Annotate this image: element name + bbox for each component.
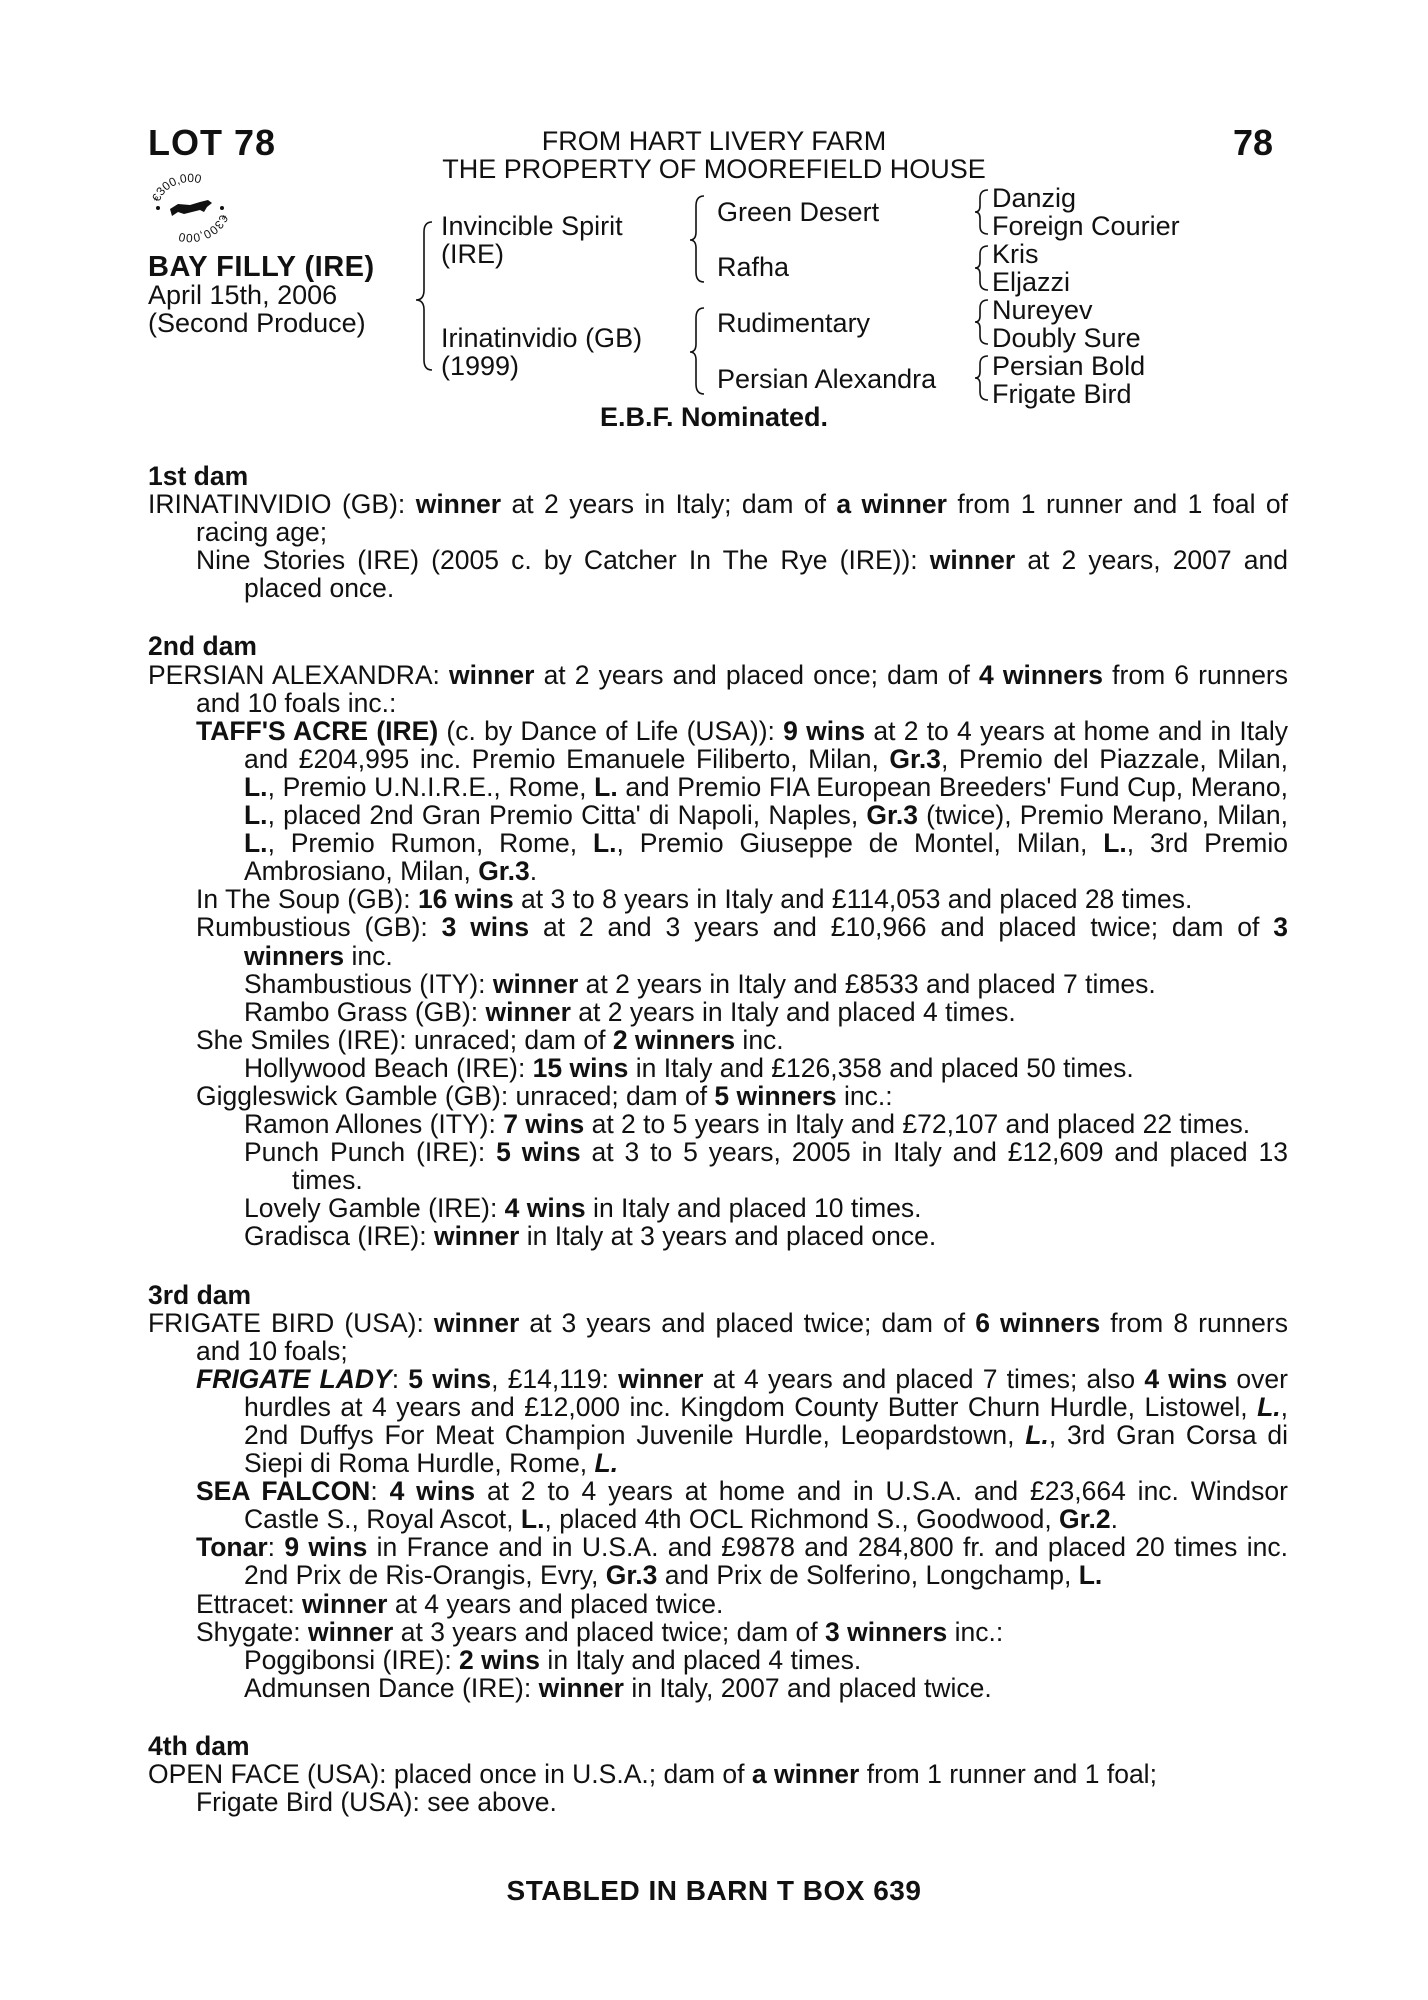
pedigree-braces: [0, 0, 1428, 420]
produce-entry: [148, 1194, 1288, 1222]
record-text: at 2 years and placed once; dam of: [534, 659, 980, 690]
record-text: , 3rd Gran Corsa di Siepi di Roma Hurdle, Rome,: [244, 1420, 1289, 1479]
emphasis-text: a winner: [836, 489, 947, 520]
record-text: at 2 years in Italy and placed 4 times.: [570, 996, 1016, 1027]
emphasis-text: 4 winners: [979, 659, 1104, 690]
record-text: at 2 years, 2007 and placed once.: [244, 545, 1288, 604]
produce-entry: [148, 885, 1288, 913]
seal-text-bottom: €300,000: [177, 212, 232, 246]
dam-heading: 2nd dam: [148, 631, 257, 662]
record-text: In The Soup (GB):: [196, 884, 418, 915]
produce-entry: [148, 1082, 1288, 1110]
record-text: in Italy at 3 years and placed once.: [519, 1221, 937, 1252]
emphasis-text: 9 wins: [783, 715, 866, 746]
dam-entry: [148, 1309, 1288, 1365]
produce-entry: [148, 1026, 1288, 1054]
ggs-2: Kris: [992, 239, 1039, 269]
emphasis-text: L.: [1078, 1560, 1103, 1591]
record-text: in Italy and placed 10 times.: [585, 1193, 922, 1224]
record-text: at 3 to 5 years, 2005 in Italy and £12,609 and placed 13 times.: [292, 1137, 1288, 1196]
emphasis-text: L.: [520, 1504, 545, 1535]
record-text: Frigate Bird (USA): see above.: [196, 1787, 557, 1818]
ggs-4: Persian Bold: [992, 351, 1146, 381]
record-text: from 1 runner and 1 foal;: [859, 1759, 1157, 1790]
dam-entry: [148, 1760, 1288, 1788]
lot-label: LOT 78: [148, 122, 277, 163]
record-text: at 2 to 5 years in Italy and £72,107 and placed 22 times.: [584, 1109, 1251, 1140]
record-text: , 3rd Premio Ambrosiano, Milan,: [244, 828, 1289, 887]
emphasis-text: Tonar: [196, 1532, 268, 1563]
record-text: :: [267, 1532, 285, 1563]
emphasis-text: L.: [1025, 1420, 1049, 1450]
granddam-maternal: Persian Alexandra: [717, 364, 937, 394]
emphasis-text: winner: [618, 1363, 704, 1394]
emphasis-text: TAFF'S ACRE (IRE): [196, 715, 439, 746]
emphasis-text: L.: [1103, 828, 1127, 859]
record-text: from 8 runners and 10 foals;: [196, 1307, 1288, 1366]
record-text: Giggleswick Gamble (GB): unraced; dam of: [196, 1080, 715, 1111]
record-text: IRINATINVIDIO (GB):: [148, 489, 416, 520]
produce-entry: [148, 1222, 1288, 1250]
produce-entry: [148, 1054, 1288, 1082]
record-text: inc.:: [836, 1080, 893, 1111]
record-text: at 3 years and placed twice; dam of: [519, 1307, 976, 1338]
emphasis-text: L.: [594, 771, 618, 802]
record-text: at 3 years and placed twice; dam of: [393, 1616, 825, 1647]
emphasis-text: winner: [492, 968, 579, 999]
record-text: , £14,119:: [491, 1363, 619, 1394]
sire-origin: (IRE): [441, 239, 504, 269]
produce-entry: [148, 1674, 1288, 1702]
record-text: from 1 runner and 1 foal of racing age;: [196, 489, 1289, 548]
consignor-line-1: FROM HART LIVERY FARM: [541, 126, 887, 156]
record-text: , Premio Giuseppe de Montel, Milan,: [616, 828, 1104, 859]
emphasis-text: winner: [433, 1307, 520, 1338]
record-text: Shygate:: [196, 1616, 308, 1647]
record-text: in Italy, 2007 and placed twice.: [623, 1672, 992, 1703]
record-text: Nine Stories (IRE) (2005 c. by Catcher In The Rye (IRE)):: [196, 545, 930, 576]
record-text: at 2 and 3 years and £10,966 and placed twice; dam of: [529, 912, 1274, 943]
record-text: inc.:: [947, 1616, 1004, 1647]
emphasis-text: 7 wins: [503, 1109, 585, 1140]
record-text: over hurdles at 4 years and £12,000 inc. Kingdom County Butter Churn Hurdle, Listowel,: [244, 1363, 1288, 1422]
emphasis-text: L.: [244, 771, 268, 802]
emphasis-text: 2 wins: [459, 1644, 541, 1675]
record-text: at 4 years and placed twice.: [387, 1588, 724, 1619]
ebf-nomination: E.B.F. Nominated.: [599, 402, 829, 432]
produce-entry: [148, 1477, 1288, 1533]
record-text: :: [370, 1476, 390, 1507]
ggd-2: Eljazzi: [992, 267, 1071, 297]
emphasis-text: L.: [1257, 1391, 1281, 1422]
emphasis-text: L.: [244, 800, 268, 831]
dam-heading: 1st dam: [148, 461, 249, 491]
record-text: :: [391, 1363, 409, 1394]
produce-entry: [148, 1533, 1288, 1589]
record-text: in Italy and placed 4 times.: [540, 1644, 862, 1675]
produce-entry: [148, 970, 1288, 998]
produce-note: (Second Produce): [148, 308, 366, 338]
produce-entry: [148, 546, 1288, 602]
horse-description: BAY FILLY (IRE): [148, 251, 375, 283]
emphasis-text: Gr.3: [478, 856, 530, 887]
record-text: She Smiles (IRE): unraced; dam of: [196, 1024, 613, 1055]
emphasis-text: 16 wins: [417, 884, 514, 915]
lot-number: 78: [1233, 122, 1274, 163]
record-text: Gradisca (IRE):: [244, 1221, 434, 1252]
record-text: Ramon Allones (ITY):: [244, 1109, 504, 1140]
produce-entry: [148, 913, 1288, 969]
record-text: Poggibonsi (IRE):: [244, 1644, 460, 1675]
dam-heading: 4th dam: [148, 1730, 250, 1761]
emphasis-text: 4 wins: [389, 1476, 476, 1507]
record-text: .: [529, 856, 538, 887]
seal-text-top: €300,000: [148, 170, 203, 204]
record-text: Rumbustious (GB):: [196, 912, 442, 943]
emphasis-text: winner: [415, 489, 502, 520]
dam-year: (1999): [441, 351, 520, 381]
produce-entry: [148, 1110, 1288, 1138]
dam-entry: [148, 490, 1288, 546]
record-text: from 6 runners and 10 foals inc.:: [196, 659, 1289, 718]
emphasis-text: Gr.3: [605, 1560, 658, 1591]
sire-name: Invincible Spirit: [441, 211, 623, 241]
record-text: at 3 to 8 years in Italy and £114,053 and placed 28 times.: [513, 884, 1193, 915]
emphasis-text: winner: [538, 1672, 624, 1703]
ggd-3: Doubly Sure: [992, 323, 1141, 353]
record-text: , placed 4th OCL Richmond S., Goodwood,: [544, 1504, 1060, 1535]
dam-heading: 3rd dam: [148, 1279, 252, 1310]
emphasis-text: 4 wins: [504, 1193, 586, 1224]
ggs-1: Danzig: [992, 183, 1077, 213]
record-text: , Premio U.N.I.R.E., Rome,: [267, 771, 595, 802]
emphasis-text: 15 wins: [532, 1052, 629, 1083]
record-text: at 2 years in Italy; dam of: [501, 489, 837, 520]
emphasis-text: 3 winners: [824, 1616, 948, 1647]
produce-entry: [148, 1138, 1288, 1194]
record-text: at 2 years in Italy and £8533 and placed 7 times.: [578, 968, 1156, 999]
granddam-paternal: Rafha: [717, 252, 790, 282]
record-text: Rambo Grass (GB):: [244, 996, 486, 1027]
emphasis-text: Gr.2: [1059, 1504, 1111, 1535]
emphasis-text: winner: [433, 1221, 520, 1252]
record-text: Punch Punch (IRE):: [244, 1137, 497, 1168]
produce-entry: [148, 717, 1288, 886]
stabling-info: STABLED IN BARN T BOX 639: [506, 1875, 922, 1906]
record-text: inc.: [344, 940, 393, 971]
emphasis-text: L.: [244, 828, 268, 859]
record-text: at 2 to 4 years at home and in Italy and £204,995 inc. Premio Emanuele Filiberto, Milan,: [244, 715, 1288, 774]
emphasis-text: 3 winners: [244, 912, 1288, 971]
foaling-date: April 15th, 2006: [148, 280, 338, 310]
produce-entry: [148, 1365, 1288, 1477]
record-text: in France and in U.S.A. and £9878 and 284,800 fr. and placed 20 times inc. 2nd Prix de Ris-Orangis, Evry,: [244, 1532, 1288, 1591]
emphasis-text: winner: [485, 996, 571, 1027]
produce-record: [148, 462, 1288, 1816]
emphasis-text: L.: [592, 828, 617, 859]
record-text: Admunsen Dance (IRE):: [244, 1672, 539, 1703]
grandsire-maternal: Rudimentary: [717, 308, 871, 338]
emphasis-text: L.: [594, 1448, 619, 1479]
emphasis-text: SEA FALCON: [196, 1476, 371, 1507]
record-text: Lovely Gamble (IRE):: [244, 1193, 505, 1224]
emphasis-text: Gr.3: [889, 743, 941, 774]
emphasis-text: FRIGATE LADY: [196, 1363, 392, 1394]
record-text: (c. by Dance of Life (USA)):: [438, 715, 784, 746]
record-text: Hollywood Beach (IRE):: [244, 1052, 533, 1083]
produce-entry: [148, 998, 1288, 1026]
consignor-line-2: THE PROPERTY OF MOOREFIELD HOUSE: [442, 154, 986, 184]
emphasis-text: winner: [929, 545, 1016, 576]
record-text: at 2 to 4 years at home and in U.S.A. and £23,664 inc. Windsor Castle S., Royal Ascot,: [244, 1476, 1288, 1535]
emphasis-text: a winner: [751, 1759, 860, 1790]
grandsire-paternal: Green Desert: [717, 197, 880, 227]
record-text: , Premio Rumon, Rome,: [267, 828, 593, 859]
record-text: and Prix de Solferino, Longchamp,: [657, 1560, 1079, 1591]
record-text: PERSIAN ALEXANDRA:: [148, 659, 450, 690]
dam-entry: [148, 661, 1288, 717]
record-text: inc.: [735, 1024, 784, 1055]
record-text: at 4 years and placed 7 times; also: [703, 1363, 1145, 1394]
ggd-4: Frigate Bird: [992, 379, 1132, 409]
emphasis-text: winner: [302, 1588, 388, 1619]
emphasis-text: 6 winners: [975, 1307, 1101, 1338]
produce-entry: [148, 1646, 1288, 1674]
emphasis-text: winner: [449, 659, 535, 690]
emphasis-text: 2 winners: [612, 1024, 736, 1055]
emphasis-text: 5 winners: [714, 1080, 837, 1111]
record-text: (twice), Premio Merano, Milan,: [917, 800, 1288, 831]
dam-name: Irinatinvidio (GB): [441, 323, 643, 353]
produce-entry: [148, 1788, 1288, 1816]
record-text: and Premio FIA European Breeders' Fund Cup, Merano,: [617, 771, 1288, 802]
record-text: Shambustious (ITY):: [244, 968, 493, 999]
record-text: FRIGATE BIRD (USA):: [148, 1307, 434, 1338]
record-text: , Premio del Piazzale, Milan,: [940, 743, 1288, 774]
record-text: in Italy and £126,358 and placed 50 times.: [628, 1052, 1134, 1083]
emphasis-text: 9 wins: [284, 1532, 368, 1563]
emphasis-text: 3 wins: [441, 912, 530, 943]
emphasis-text: winner: [307, 1616, 394, 1647]
ggs-3: Nureyev: [992, 295, 1093, 325]
record-text: OPEN FACE (USA): placed once in U.S.A.; dam of: [148, 1759, 752, 1790]
record-text: .: [1110, 1504, 1118, 1535]
emphasis-text: Gr.3: [866, 800, 918, 831]
ggd-1: Foreign Courier: [992, 211, 1180, 241]
emphasis-text: 5 wins: [408, 1363, 492, 1394]
record-text: Ettracet:: [196, 1588, 303, 1619]
emphasis-text: 4 wins: [1144, 1363, 1228, 1394]
record-text: , placed 2nd Gran Premio Citta' di Napoli, Naples,: [267, 800, 867, 831]
emphasis-text: 5 wins: [496, 1137, 581, 1168]
produce-entry: [148, 1590, 1288, 1618]
record-text: , 2nd Duffys For Meat Champion Juvenile Hurdle, Leopardstown,: [244, 1391, 1288, 1450]
produce-entry: [148, 1618, 1288, 1646]
